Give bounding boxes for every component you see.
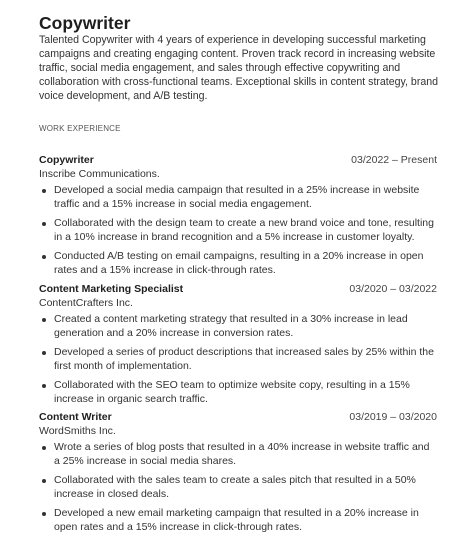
bullet-text: Developed a new email marketing campaign that resulted in a 20% increase in open rates and a 15% increase in click-through rates.: [54, 507, 419, 533]
bullet-text: Conducted A/B testing on email campaigns, resulting in a 20% increase in open rates and a 15% increase in click-through rates.: [54, 250, 424, 276]
job-company: ContentCrafters Inc.: [39, 297, 133, 309]
bullet-text: Collaborated with the sales team to create a sales pitch that resulted in a 50% increase in closed deals.: [54, 474, 416, 500]
resume-title: Copywriter: [39, 13, 131, 33]
bullet-item: [39, 250, 437, 277]
job-bullets: [39, 313, 437, 407]
bullet-text: Developed a series of product descriptions that increased sales by 25% within the first month of implementation.: [54, 346, 434, 372]
bullet-dot-icon: [42, 512, 46, 516]
bullet-text: Collaborated with the design team to create a new brand voice and tone, resulting in a 10% increase in brand recognition and a 5% increase in customer loyalty.: [54, 217, 434, 243]
bullet-item: [39, 474, 437, 501]
job-dates: 03/2020 – 03/2022: [349, 283, 437, 295]
job-title: Copywriter: [39, 154, 94, 166]
bullet-dot-icon: [42, 446, 46, 450]
bullet-dot-icon: [42, 255, 46, 259]
bullet-item: [39, 507, 437, 534]
bullet-text: Created a content marketing strategy that resulted in a 30% increase in lead generation and a 20% increase in conversion rates.: [54, 313, 408, 339]
professional-summary: Talented Copywriter with 4 years of experience in developing successful marketing campaigns and creating engaging content. Proven track record in increasing website traffic, social media engagement, and sales through effective copywriting and collaboration with cross-functional teams. Exceptional skills in content strategy, brand voice development, and A/B testing.: [39, 34, 439, 102]
bullet-dot-icon: [42, 222, 46, 226]
bullet-text: Collaborated with the SEO team to optimize website copy, resulting in a 15% increase in organic search traffic.: [54, 379, 410, 405]
bullet-item: [39, 313, 437, 340]
bullet-dot-icon: [42, 384, 46, 388]
job-title: Content Writer: [39, 411, 112, 423]
bullet-text: Wrote a series of blog posts that resulted in a 40% increase in website traffic and a 25% increase in social media shares.: [54, 441, 430, 467]
bullet-item: [39, 441, 437, 468]
job-header: [39, 410, 437, 424]
job-dates: 03/2019 – 03/2020: [349, 411, 437, 423]
job-bullets: [39, 184, 437, 278]
job-entry: [39, 282, 437, 413]
bullet-item: [39, 379, 437, 406]
job-company: WordSmiths Inc.: [39, 425, 116, 437]
job-title: Content Marketing Specialist: [39, 283, 184, 295]
job-entry: [39, 153, 437, 284]
job-dates: 03/2022 – Present: [351, 154, 437, 166]
bullet-item: [39, 346, 437, 373]
bullet-text: Developed a social media campaign that resulted in a 25% increase in website traffic and a 15% increase in social media engagement.: [54, 184, 420, 210]
job-company: Inscribe Communications.: [39, 168, 160, 180]
bullet-dot-icon: [42, 189, 46, 193]
bullet-dot-icon: [42, 351, 46, 355]
bullet-dot-icon: [42, 479, 46, 483]
section-heading-work-experience: WORK EXPERIENCE: [39, 124, 121, 133]
bullet-dot-icon: [42, 318, 46, 322]
job-header: [39, 282, 437, 296]
job-bullets: [39, 441, 437, 535]
job-entry: [39, 410, 437, 541]
bullet-item: [39, 217, 437, 244]
job-header: [39, 153, 437, 167]
bullet-item: [39, 184, 437, 211]
